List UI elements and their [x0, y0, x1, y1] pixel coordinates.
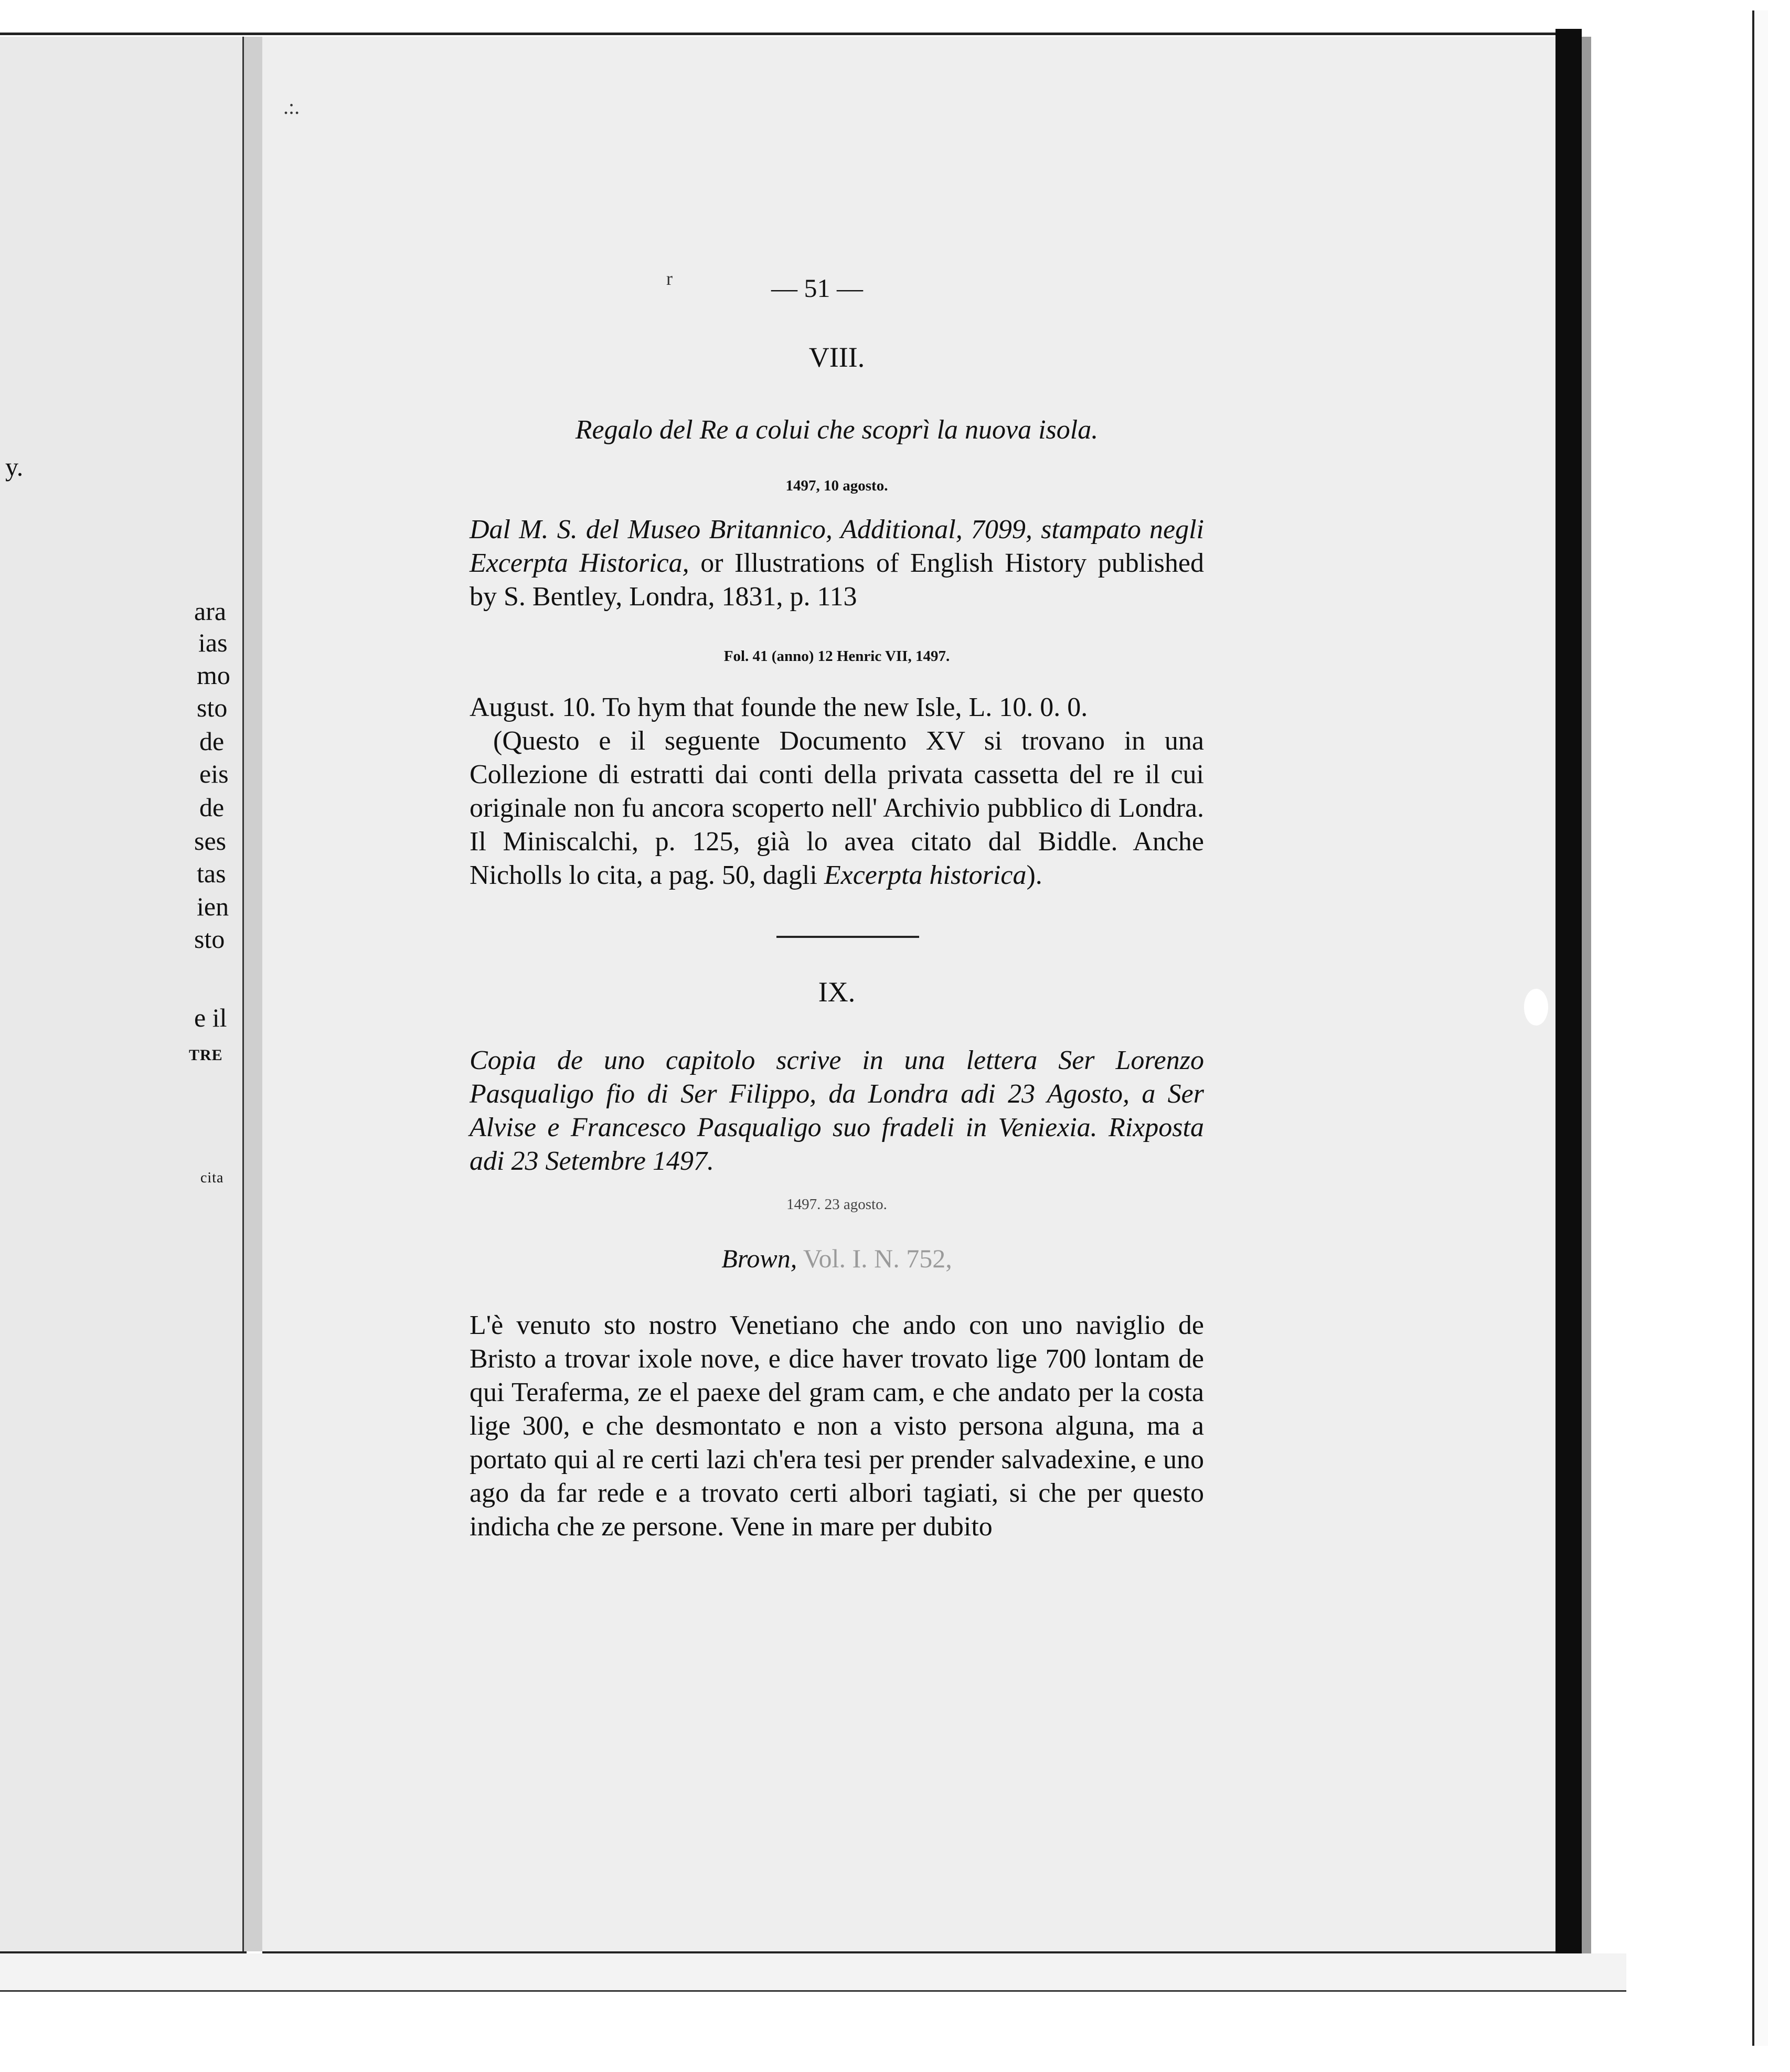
- section-title: Copia de uno capitolo scrive in una lettera Ser Lorenzo Pasqualigo fio di Ser Filippo, da Londra adi 23 Agosto, a Ser Alvise e Francesco Pasqualigo suo fradeli in Veniexia. Rixposta adi 23 Setembre 1497.: [470, 1045, 1204, 1176]
- archive-reference: [467, 1243, 1207, 1274]
- letter-body: L'è venuto sto nostro Venetiano che ando con uno naviglio de Bristo a trovar ixole nove, e dice haver trovato lige 700 lontam de qui Teraferma, ze el paexe del gram cam, e che andato per la costa lige 300, e che desmontato e non a visto persona alguna, ma a portato qui al re certi lazi ch'era tesi per prender salvadexine, e uno ago da far rede e a trovato certi albori tagiati, si che per questo indicha che ze persone. Vene in mare per dubito: [470, 1310, 1204, 1542]
- left-fragment: ara: [194, 596, 227, 626]
- note-end: ).: [1026, 860, 1042, 890]
- reference-italic: Brown,: [721, 1244, 797, 1273]
- left-fragment: TRE: [189, 1046, 223, 1064]
- stray-mark: .:.: [283, 95, 300, 119]
- left-fragment: cita: [200, 1170, 224, 1186]
- source-citation: [470, 513, 1204, 614]
- page-number: — 51 —: [771, 273, 863, 303]
- page-hole: [1524, 989, 1548, 1026]
- note-italic: Excerpta historica: [824, 860, 1027, 890]
- left-fragment: sto: [194, 924, 225, 954]
- left-page: [0, 37, 247, 1953]
- left-fragment: ien: [197, 892, 229, 921]
- note-text: (Questo e il seguente Documento XV si trovano in una Collezione di estratti dai conti della privata cassetta del re il cui originale non fu ancora scoperto nell' Archivio pubblico di Londra. Il Miniscalchi, p. 125, già lo avea citato dal Biddle. Anche Nicholls lo cita, a pag. 50, dagli: [470, 726, 1204, 890]
- reference-roman: Vol. I. N. 752,: [803, 1244, 952, 1273]
- source-roman: or Illustrations of English History published by S. Bentley, Londra, 1831, p. 113: [470, 548, 1204, 612]
- left-fragment: e il: [194, 1003, 227, 1032]
- section-heading: IX.: [818, 976, 856, 1008]
- section-date: 1497. 23 agosto.: [786, 1196, 887, 1213]
- section-title: Regalo del Re a colui che scoprì la nuova isola.: [575, 415, 1099, 445]
- left-fragment: ias: [198, 628, 228, 657]
- page-dark-edge: [1555, 29, 1582, 1962]
- left-fragment: tas: [197, 859, 226, 888]
- left-fragment: de: [199, 793, 225, 822]
- left-fragment: mo: [197, 660, 230, 690]
- left-fragment: y.: [5, 452, 24, 482]
- left-fragment: ses: [194, 826, 227, 856]
- left-fragment: de: [199, 727, 225, 756]
- source-italic: Dal M. S. del Museo Britannico, Additional, 7099, stampato negli Excerpta Historica,: [470, 515, 1204, 578]
- section-divider: [776, 936, 919, 938]
- scan-outer-frame: [1752, 10, 1768, 2046]
- ledger-entry: August. 10. To hym that founde the new Isle, L. 10. 0. 0.: [470, 692, 1088, 722]
- editorial-note: [470, 724, 1204, 892]
- left-fragment: eis: [199, 759, 229, 788]
- scan-top-edge: [0, 33, 1574, 35]
- stray-mark: r: [666, 268, 673, 289]
- page-shadow-edge: [1582, 37, 1591, 1957]
- folio-line: Fol. 41 (anno) 12 Henric VII, 1497.: [723, 648, 950, 665]
- scan-bottom-edge: [0, 1953, 1626, 1992]
- section-date: 1497, 10 agosto.: [785, 477, 888, 494]
- section-heading: VIII.: [808, 341, 865, 373]
- left-fragment: sto: [197, 693, 228, 722]
